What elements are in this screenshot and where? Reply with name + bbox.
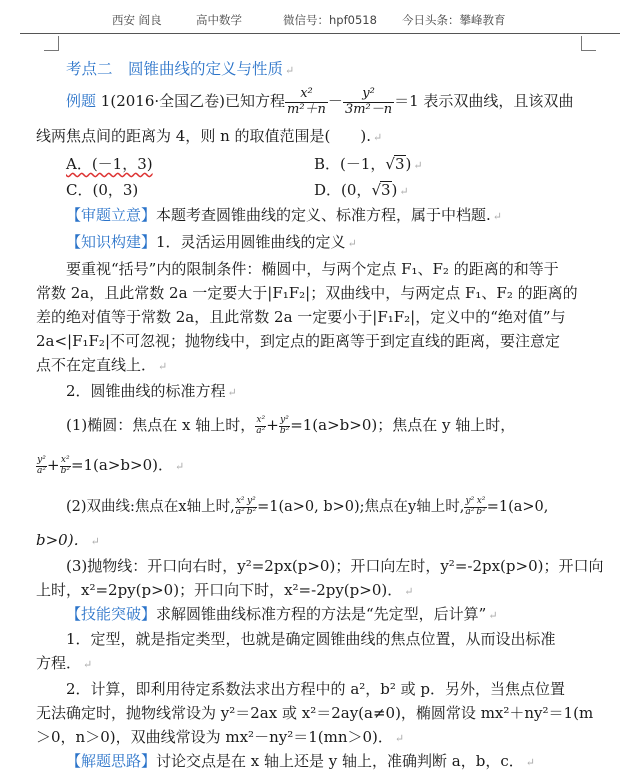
fraction-x2-over-m2n: $\frac{\text{x²}}{\text{m²＋n}}$: [287, 86, 326, 117]
option-a[interactable]: A．(－1，3): [66, 155, 153, 173]
zhishi-line: 【知识构建】1．灵活运用圆锥曲线的定义 ↵: [66, 233, 357, 251]
shenti-tag: 【审题立意】: [66, 206, 157, 224]
definition-para-line-4: 2a<|F₁F₂|不可忽视；抛物线中，到定点的距离等于到定直线的距离，要注意定: [36, 332, 561, 350]
fraction-x2-a2: $\frac{\text{x²}}{\text{a²}}$: [256, 414, 266, 436]
step2-line-3: ＞0，n＞0)，双曲线常设为 mx²－ny²＝1(mn＞0)． ↵: [36, 728, 405, 746]
header-toutiao: 今日头条：攀峰教育: [402, 13, 506, 27]
header-subject: 高中数学: [196, 13, 242, 27]
hyperbola-line-2: b>0)． ↵: [36, 531, 100, 549]
ellipse-line-1: (1)椭圆：焦点在 x 轴上时， $\frac{\text{x²}}{\text{a²}}$ + $\frac{\text{y²}}{\text{b²}}$ =1(a>b>0)；焦点在 y 轴上时，: [66, 414, 516, 436]
zhishi-tag: 【知识构建】: [66, 233, 157, 251]
option-d[interactable]: D．(0，√3) ↵: [314, 181, 409, 199]
jieti-line: 【解题思路】讨论交点是在 x 轴上还是 y 轴上，准确判断 a，b，c． ↵: [66, 752, 535, 770]
options-row-2: [36, 180, 618, 202]
ellipse-line-2: $\frac{\text{y²}}{\text{a²}}$ + $\frac{\text{x²}}{\text{b²}}$ =1(a>b>0)． ↵: [37, 454, 185, 476]
jieti-tag: 【解题思路】: [66, 752, 157, 770]
shenti-line: 【审题立意】本题考查圆锥曲线的定义、标准方程，属于中档题. ↵: [66, 206, 503, 224]
example-line-1: 例题 1(2016·全国乙卷)已知方程 $\frac{\text{x²}}{\text{m²＋n}}$ － $\frac{\text{y²}}{\text{3m²－n}}$ ＝1 表示双曲线，且该双曲: [66, 86, 574, 117]
options-row-1: [36, 154, 618, 176]
margin-corner-left: [44, 36, 59, 51]
example-source: 1(2016·全国乙卷)已知方程: [100, 92, 285, 110]
definition-para-line-2: 常数 2a，且此常数 2a 一定要大于|F₁F₂|；双曲线中，与两定点 F₁、F₂ 的距离的: [36, 284, 578, 302]
example-line-2: 线两焦点间的距离为 4，则 n 的取值范围是( ). ↵: [36, 127, 383, 145]
definition-para-line-1: 要重视“括号”内的限制条件：椭圆中，与两个定点 F₁、F₂ 的距离的和等于: [66, 260, 559, 278]
header-rule: [20, 33, 620, 34]
fraction-x2-b2: $\frac{\text{x²}}{\text{b²}}$: [60, 454, 70, 476]
fraction-y2-a2: $\frac{\text{y²}}{\text{a²}}$: [37, 454, 46, 476]
running-header: [0, 6, 640, 30]
example-equation-tail: ＝1 表示双曲线，且该双曲: [394, 92, 574, 110]
fraction-x2-a2-h: $\frac{\text{x²}}{\text{a²}}$: [235, 495, 245, 517]
option-c[interactable]: C．(0，3): [66, 181, 139, 199]
step1-line-2: 方程． ↵: [36, 654, 93, 672]
hyperbola-line-1: (2)双曲线:焦点在x轴上时, $\frac{\text{x²}}{\text{a²}}$ $\frac{\text{y²}}{\text{b²}}$ =1(a>0, b>0);焦点在y轴上时, $\frac{\text{y²}}{\text{a²}}$ $\frac{\text{x²}}{\text{b²}}$ =1(a>0,: [66, 495, 549, 517]
fraction-y2-over-3m2n: $\frac{\text{y²}}{\text{3m²－n}}$: [344, 86, 393, 117]
jineng-line: 【技能突破】求解圆锥曲线标准方程的方法是“先定型，后计算” ↵: [66, 605, 498, 623]
margin-corner-right: [581, 36, 596, 51]
header-author: 西安 阎良: [112, 13, 162, 27]
definition-para-line-5: 点不在定直线上． ↵: [36, 356, 168, 374]
definition-para-line-3: 差的绝对值等于常数 2a，且此常数 2a 一定要小于|F₁F₂|，定义中的“绝对值”与: [36, 308, 566, 326]
option-b[interactable]: B．(－1，√3) ↵: [314, 155, 423, 173]
step2-line-1: 2．计算，即利用待定系数法求出方程中的 a²，b² 或 p．另外，当焦点位置: [66, 680, 566, 698]
section-title: 考点二 圆锥曲线的定义与性质 ↵: [66, 60, 295, 78]
step2-line-2: 无法确定时，抛物线常设为 y²＝2ax 或 x²＝2ay(a≠0)，椭圆常设 mx²＋ny²＝1(m: [36, 704, 594, 722]
fraction-y2-a2-h: $\frac{\text{y²}}{\text{a²}}$: [465, 495, 475, 517]
standard-eq-heading: 2．圆锥曲线的标准方程 ↵: [66, 382, 237, 400]
jineng-tag: 【技能突破】: [66, 605, 157, 623]
fraction-x2-b2-h: $\frac{\text{x²}}{\text{b²}}$: [476, 495, 486, 517]
parabola-line-1: (3)抛物线：开口向右时，y²=2px(p>0)；开口向左时，y²=-2px(p>0)；开口向: [66, 557, 604, 575]
example-label: 例题: [66, 92, 97, 110]
header-wechat: 微信号：hpf0518: [283, 13, 377, 27]
fraction-y2-b2-h: $\frac{\text{y²}}{\text{b²}}$: [246, 495, 257, 517]
parabola-line-2: 上时，x²=2py(p>0)；开口向下时，x²=-2py(p>0)． ↵: [36, 581, 414, 599]
step1-line-1: 1．定型，就是指定类型，也就是确定圆锥曲线的焦点位置，从而设出标准: [66, 630, 556, 648]
fraction-y2-b2: $\frac{\text{y²}}{\text{b²}}$: [279, 414, 290, 436]
